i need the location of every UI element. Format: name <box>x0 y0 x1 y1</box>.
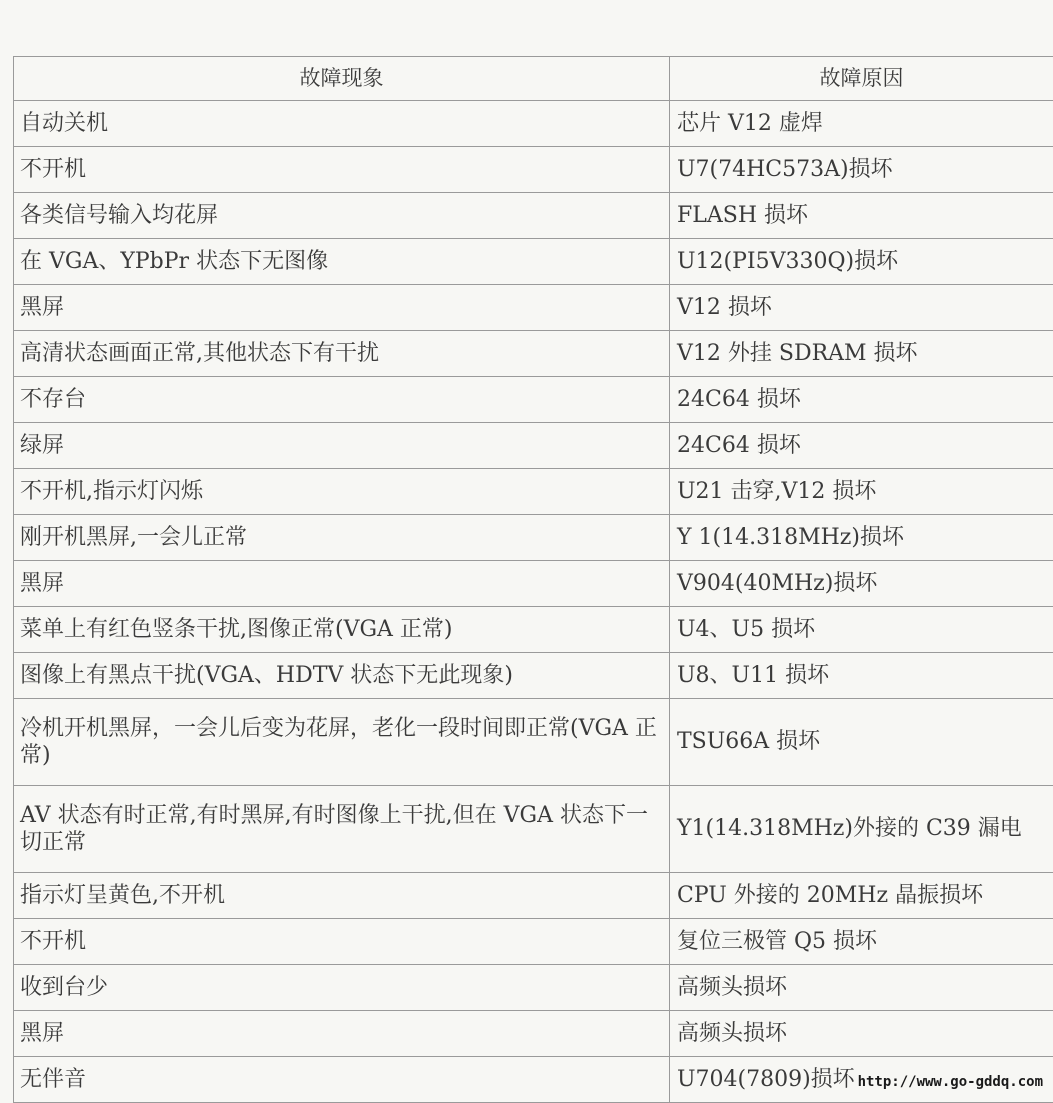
table-row <box>14 699 1053 786</box>
symptom-cell: 黑屏 <box>14 285 670 331</box>
symptom-cell: 无伴音 <box>14 1057 670 1103</box>
cause-cell: U12(PI5V330Q)损坏 <box>670 239 1053 285</box>
cause-cell: U4、U5 损坏 <box>670 607 1053 653</box>
table-row <box>14 965 1053 1011</box>
table-row <box>14 193 1053 239</box>
header-symptom: 故障现象 <box>14 57 670 101</box>
symptom-cell: 刚开机黑屏,一会儿正常 <box>14 515 670 561</box>
cause-cell: U7(74HC573A)损坏 <box>670 147 1053 193</box>
table-row <box>14 873 1053 919</box>
cause-cell: TSU66A 损坏 <box>670 699 1053 786</box>
source-url-watermark: http://www.go-gddq.com <box>856 1074 1045 1090</box>
symptom-cell: 自动关机 <box>14 101 670 147</box>
fault-table-container <box>13 56 1053 1103</box>
table-row <box>14 653 1053 699</box>
table-row <box>14 561 1053 607</box>
table-row <box>14 147 1053 193</box>
cause-cell: Y1(14.318MHz)外接的 C39 漏电 <box>670 786 1053 873</box>
table-row <box>14 239 1053 285</box>
cause-cell: U21 击穿,V12 损坏 <box>670 469 1053 515</box>
symptom-cell: 菜单上有红色竖条干扰,图像正常(VGA 正常) <box>14 607 670 653</box>
symptom-cell: 各类信号输入均花屏 <box>14 193 670 239</box>
cause-cell: 高频头损坏 <box>670 1011 1053 1057</box>
cause-cell: 芯片 V12 虚焊 <box>670 101 1053 147</box>
header-cause: 故障原因 <box>670 57 1053 101</box>
table-row <box>14 1011 1053 1057</box>
symptom-cell: 不开机,指示灯闪烁 <box>14 469 670 515</box>
symptom-cell: 图像上有黑点干扰(VGA、HDTV 状态下无此现象) <box>14 653 670 699</box>
table-row <box>14 423 1053 469</box>
table-row <box>14 101 1053 147</box>
table-row <box>14 331 1053 377</box>
symptom-cell: 不存台 <box>14 377 670 423</box>
symptom-cell: 在 VGA、YPbPr 状态下无图像 <box>14 239 670 285</box>
symptom-cell: 收到台少 <box>14 965 670 1011</box>
cause-cell: U704(7809)损坏 <box>670 1057 1053 1103</box>
cause-cell: V12 外挂 SDRAM 损坏 <box>670 331 1053 377</box>
cause-cell: 复位三极管 Q5 损坏 <box>670 919 1053 965</box>
cause-cell: FLASH 损坏 <box>670 193 1053 239</box>
symptom-cell: 不开机 <box>14 147 670 193</box>
symptom-cell: 绿屏 <box>14 423 670 469</box>
symptom-cell: AV 状态有时正常,有时黑屏,有时图像上干扰,但在 VGA 状态下一切正常 <box>14 786 670 873</box>
table-row <box>14 469 1053 515</box>
table-row <box>14 377 1053 423</box>
table-row <box>14 515 1053 561</box>
cause-cell: 高频头损坏 <box>670 965 1053 1011</box>
table-row <box>14 607 1053 653</box>
cause-cell: Y 1(14.318MHz)损坏 <box>670 515 1053 561</box>
symptom-cell: 冷机开机黑屏，一会儿后变为花屏，老化一段时间即正常(VGA 正常) <box>14 699 670 786</box>
table-row <box>14 786 1053 873</box>
cause-cell: 24C64 损坏 <box>670 377 1053 423</box>
header-row <box>14 57 1053 101</box>
cause-cell: V12 损坏 <box>670 285 1053 331</box>
symptom-cell: 黑屏 <box>14 1011 670 1057</box>
table-row <box>14 285 1053 331</box>
cause-cell: U8、U11 损坏 <box>670 653 1053 699</box>
table-row <box>14 919 1053 965</box>
cause-cell: V904(40MHz)损坏 <box>670 561 1053 607</box>
symptom-cell: 高清状态画面正常,其他状态下有干扰 <box>14 331 670 377</box>
symptom-cell: 黑屏 <box>14 561 670 607</box>
symptom-cell: 不开机 <box>14 919 670 965</box>
cause-cell: 24C64 损坏 <box>670 423 1053 469</box>
fault-table <box>13 56 1053 1103</box>
symptom-cell: 指示灯呈黄色,不开机 <box>14 873 670 919</box>
cause-cell: CPU 外接的 20MHz 晶振损坏 <box>670 873 1053 919</box>
